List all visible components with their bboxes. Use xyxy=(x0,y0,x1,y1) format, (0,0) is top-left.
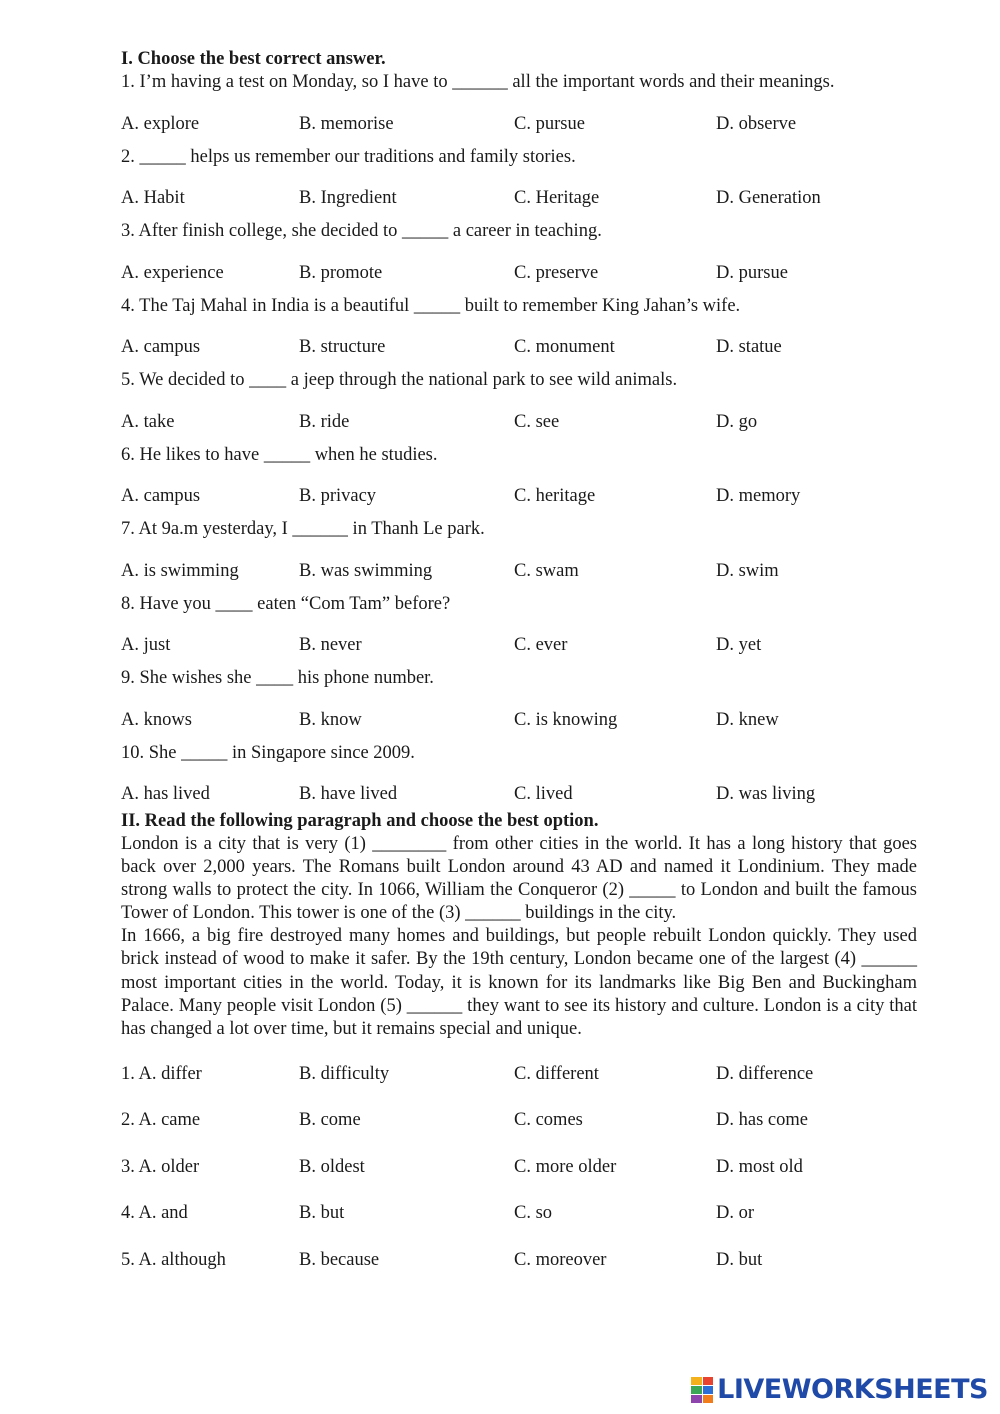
option-a[interactable]: 1. A. differ xyxy=(121,1063,202,1084)
option-d[interactable]: D. has come xyxy=(716,1110,808,1131)
question-1: 1. I’m having a test on Monday, so I have to ______ all the important words and their meanings. xyxy=(121,72,835,92)
option-c[interactable]: C. lived xyxy=(514,784,573,804)
question-2-options xyxy=(121,187,917,210)
option-c[interactable]: C. moreover xyxy=(514,1249,607,1270)
option-b[interactable]: B. memorise xyxy=(299,113,394,134)
question-10: 10. She _____ in Singapore since 2009. xyxy=(121,742,415,763)
reading-paragraph-1: London is a city that is very (1) ________ from other cities in the world. It has a long history that goes back over 2,000 years. The Romans built London around 43 AD and named it Londinium. They made strong walls to protect the city. In 1066, William the Conqueror (2) _____ to London and built the famous Tower of London. This tower is one of the (3) ______ buildings in the city. xyxy=(121,834,917,924)
option-c[interactable]: C. heritage xyxy=(514,486,596,506)
option-b[interactable]: B. have lived xyxy=(299,784,398,804)
option-b[interactable]: B. come xyxy=(299,1110,361,1131)
option-a[interactable]: A. knows xyxy=(121,709,192,730)
question-10-options xyxy=(121,783,917,806)
blank-3-options xyxy=(121,1156,917,1179)
option-d[interactable]: D. knew xyxy=(716,709,779,730)
option-b[interactable]: B. ride xyxy=(299,411,350,432)
option-c[interactable]: C. Heritage xyxy=(514,188,600,208)
question-7-options xyxy=(121,560,917,583)
option-b[interactable]: B. because xyxy=(299,1249,380,1270)
option-a[interactable]: 4. A. and xyxy=(121,1203,188,1224)
option-c[interactable]: C. so xyxy=(514,1203,553,1224)
logo-text: LIVEWORKSHEETS xyxy=(717,1374,988,1405)
option-c[interactable]: C. monument xyxy=(514,337,615,357)
option-d[interactable]: D. statue xyxy=(716,337,782,357)
blank-4-options xyxy=(121,1202,917,1225)
question-4: 4. The Taj Mahal in India is a beautiful _____ built to remember King Jahan’s wife. xyxy=(121,295,741,316)
logo-block xyxy=(703,1377,714,1385)
reading-paragraph-2: In 1666, a big fire destroyed many homes and buildings, but people rebuilt London quickly. They used brick instead of wood to make it safer. By the 19th century, London became one of the largest (4) ______ most important cities in the world. Today, it is known for its landmarks like Big Ben and Buckingham Palace. Many people visit London (5) ______ they want to see its history and culture. London is a city that has changed a lot over time, but it remains special and unique. xyxy=(121,926,917,1039)
question-4-options xyxy=(121,336,917,359)
option-a[interactable]: A. is swimming xyxy=(121,560,239,581)
option-c[interactable]: C. more older xyxy=(514,1156,617,1177)
option-d[interactable]: D. yet xyxy=(716,635,762,655)
option-d[interactable]: D. most old xyxy=(716,1156,803,1177)
option-b[interactable]: B. promote xyxy=(299,262,383,283)
liveworksheets-logo-icon xyxy=(691,1377,713,1403)
question-5: 5. We decided to ____ a jeep through the national park to see wild animals. xyxy=(121,370,678,390)
logo-block xyxy=(691,1386,702,1394)
option-b[interactable]: B. was swimming xyxy=(299,560,433,581)
question-3-options xyxy=(121,262,917,285)
option-a[interactable]: A. take xyxy=(121,411,175,432)
option-d[interactable]: D. observe xyxy=(716,113,797,134)
section-2-title: II. Read the following paragraph and choose the best option. xyxy=(121,811,599,831)
question-1-options xyxy=(121,113,917,136)
liveworksheets-logo xyxy=(691,1374,988,1405)
option-a[interactable]: A. just xyxy=(121,635,171,655)
option-a[interactable]: A. explore xyxy=(121,113,200,134)
option-c[interactable]: C. is knowing xyxy=(514,709,618,730)
question-8: 8. Have you ____ eaten “Com Tam” before? xyxy=(121,593,451,614)
option-c[interactable]: C. different xyxy=(514,1063,599,1084)
logo-block xyxy=(691,1377,702,1385)
option-a[interactable]: A. has lived xyxy=(121,784,210,804)
option-b[interactable]: B. know xyxy=(299,709,362,730)
option-b[interactable]: B. structure xyxy=(299,337,386,357)
option-b[interactable]: B. oldest xyxy=(299,1156,365,1177)
logo-block xyxy=(703,1395,714,1403)
option-a[interactable]: 3. A. older xyxy=(121,1156,200,1177)
option-c[interactable]: C. comes xyxy=(514,1110,583,1131)
question-5-options xyxy=(121,411,917,434)
option-d[interactable]: D. was living xyxy=(716,784,816,804)
blank-2-options xyxy=(121,1109,917,1132)
option-a[interactable]: 5. A. although xyxy=(121,1249,226,1270)
blank-5-options xyxy=(121,1249,917,1272)
option-c[interactable]: C. pursue xyxy=(514,113,585,134)
question-9-options xyxy=(121,709,917,732)
option-a[interactable]: 2. A. came xyxy=(121,1110,201,1131)
option-a[interactable]: A. experience xyxy=(121,262,224,283)
logo-block xyxy=(691,1395,702,1403)
section-1-title: I. Choose the best correct answer. xyxy=(121,49,386,69)
option-d[interactable]: D. or xyxy=(716,1203,755,1224)
option-d[interactable]: D. pursue xyxy=(716,262,788,283)
question-3: 3. After finish college, she decided to _____ a career in teaching. xyxy=(121,221,602,241)
option-d[interactable]: D. but xyxy=(716,1249,763,1270)
question-8-options xyxy=(121,634,917,657)
option-c[interactable]: C. preserve xyxy=(514,262,599,283)
question-6-options xyxy=(121,485,917,508)
option-a[interactable]: A. Habit xyxy=(121,188,185,208)
section-1-questions xyxy=(121,71,917,806)
section-2-answers xyxy=(121,1063,917,1272)
option-d[interactable]: D. go xyxy=(716,411,758,432)
option-c[interactable]: C. swam xyxy=(514,560,579,581)
option-c[interactable]: C. ever xyxy=(514,635,568,655)
option-c[interactable]: C. see xyxy=(514,411,560,432)
logo-block xyxy=(703,1386,714,1394)
option-a[interactable]: A. campus xyxy=(121,486,201,506)
question-6: 6. He likes to have _____ when he studies. xyxy=(121,444,438,465)
option-b[interactable]: B. difficulty xyxy=(299,1063,390,1084)
option-b[interactable]: B. privacy xyxy=(299,486,377,506)
option-d[interactable]: D. Generation xyxy=(716,188,821,208)
option-b[interactable]: B. never xyxy=(299,635,362,655)
question-9: 9. She wishes she ____ his phone number. xyxy=(121,668,434,688)
option-d[interactable]: D. memory xyxy=(716,486,801,506)
option-a[interactable]: A. campus xyxy=(121,337,201,357)
blank-1-options xyxy=(121,1063,917,1086)
question-7: 7. At 9a.m yesterday, I ______ in Thanh Le park. xyxy=(121,519,485,539)
option-b[interactable]: B. Ingredient xyxy=(299,188,397,208)
question-2: 2. _____ helps us remember our traditions and family stories. xyxy=(121,146,576,167)
option-b[interactable]: B. but xyxy=(299,1203,345,1224)
worksheet xyxy=(121,48,917,1295)
option-d[interactable]: D. swim xyxy=(716,560,779,581)
option-d[interactable]: D. difference xyxy=(716,1063,814,1084)
